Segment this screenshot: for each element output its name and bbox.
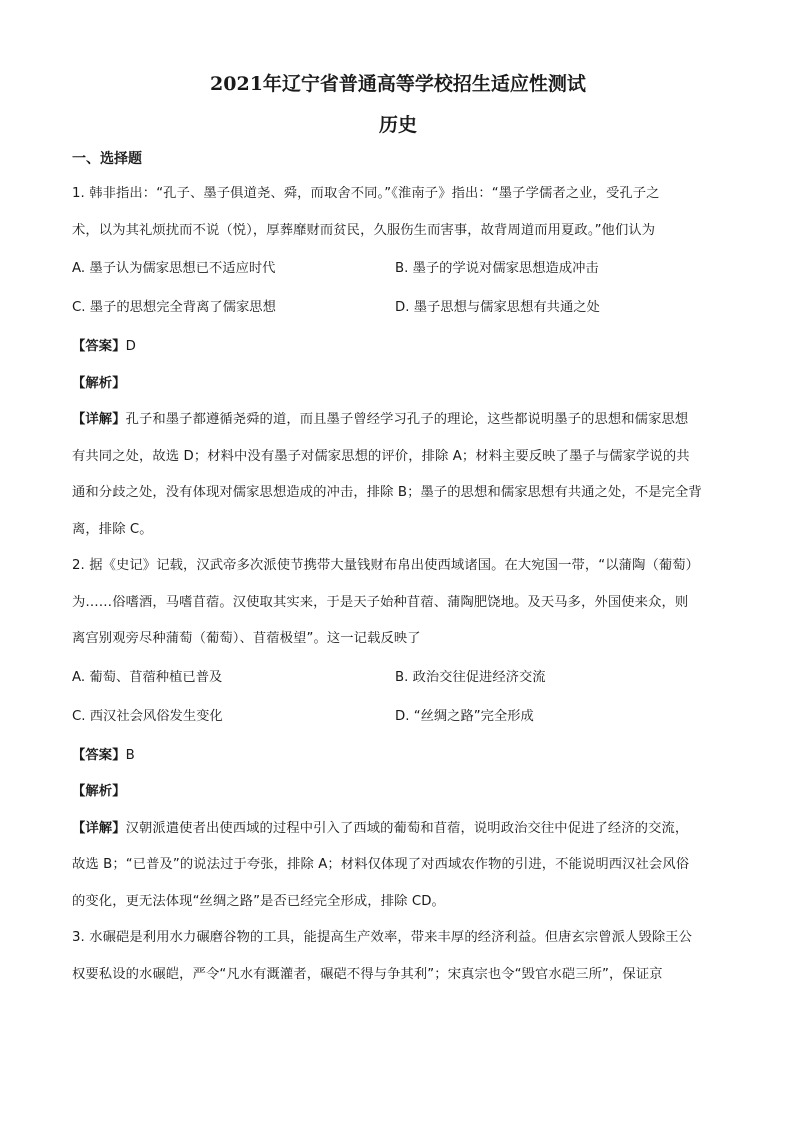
question-1-stem-line-1: 1. 韩非指出：“孔子、墨子俱道尧、舜，而取舍不同。”《淮南子》指出：“墨子学儒者之业，受孔子之	[72, 186, 660, 201]
option-d: D. 墨子思想与儒家思想有共通之处	[395, 300, 600, 315]
answer-value: D	[125, 339, 136, 354]
question-2-options	[72, 658, 724, 736]
question-1-detail-line-3: 通和分歧之处，没有体现对儒家思想造成的冲击，排除 B；墨子的思想和儒家思想有共通之处，不是完全背	[72, 485, 702, 500]
question-1-detail-line-2: 有共同之处，故选 D；材料中没有墨子对儒家思想的评价，排除 A；材料主要反映了墨子与儒家学说的共	[72, 448, 690, 464]
question-2-detail-line-3: 的变化，更无法体现“丝绸之路”是否已经完全形成，排除 CD。	[72, 893, 445, 909]
question-2	[72, 548, 724, 920]
answer-tag: 【答案】	[72, 747, 126, 763]
question-1-detail-line-1	[72, 402, 724, 439]
option-c: C. 西汉社会风俗发生变化	[72, 708, 223, 724]
analysis-tag: 【解析】	[72, 375, 126, 391]
question-2-detail-line-1	[72, 811, 724, 848]
option-c: C. 墨子的思想完全背离了儒家思想	[72, 300, 276, 315]
option-d: D. “丝绸之路”完全形成	[395, 708, 534, 724]
answer-value: B	[125, 747, 135, 763]
question-2-stem-line-2: 为……俗嗜酒，马嗜苜蓿。汉使取其实来，于是天子始种苜蓿、蒲陶肥饶地。及天马多，外国使来众，则	[72, 594, 689, 610]
detail-text: 孔子和墨子都遵循尧舜的道，而且墨子曾经学习孔子的理论，这些都说明墨子的思想和儒家思想	[125, 412, 689, 427]
document-page	[72, 70, 724, 993]
question-1-stem-line-2: 术，以为其礼烦扰而不说（悦），厚葬靡财而贫民，久服伤生而害事，故背周道而用夏政。”他们认为	[72, 222, 656, 238]
document-subtitle: 历史	[378, 114, 417, 136]
answer-tag: 【答案】	[72, 339, 126, 354]
option-b: B. 墨子的学说对儒家思想造成冲击	[395, 261, 599, 276]
question-1	[72, 176, 724, 548]
question-2-answer	[72, 738, 724, 775]
analysis-tag: 【解析】	[72, 784, 126, 799]
question-1-options	[72, 249, 724, 327]
document-title: 2021年辽宁省普通高等学校招生适应性测试	[210, 73, 586, 95]
detail-text: 汉朝派遣使者出使西域的过程中引入了西域的葡萄和苜蓿，说明政治交往中促进了经济的交流，	[125, 820, 689, 836]
question-2-detail-line-2: 故选 B；“已普及”的说法过于夸张，排除 A；材料仅体现了对西域农作物的引进，不能说明西汉社会风俗	[72, 857, 690, 872]
question-2-analysis	[72, 774, 724, 811]
detail-tag: 【详解】	[72, 412, 126, 427]
option-b: B. 政治交往促进经济交流	[395, 669, 546, 685]
question-3	[72, 920, 724, 993]
question-2-stem-line-1: 2. 据《史记》记载，汉武帝多次派使节携带大量钱财布帛出使西域诸国。在大宛国一带，“以蒲陶（葡萄）	[72, 558, 700, 573]
question-1-analysis	[72, 366, 724, 403]
question-1-answer	[72, 329, 724, 366]
detail-tag: 【详解】	[72, 820, 126, 836]
option-a: A. 墨子认为儒家思想已不适应时代	[72, 261, 276, 276]
question-1-detail-line-4: 离，排除 C。	[72, 521, 153, 537]
question-3-stem-line-2: 权要私设的水碾皑，严令“凡水有溉灌者，碾硙不得与争其利”；宋真宗也令“毁官水硙三所”，保证京	[72, 966, 663, 982]
section-heading: 一、选择题	[72, 151, 142, 167]
option-a: A. 葡萄、苜蓿种植已普及	[72, 669, 223, 685]
question-3-stem-line-1: 3. 水碾硙是利用水力碾磨谷物的工具，能提高生产效率，带来丰厚的经济利益。但唐玄宗曾派人毁除王公	[72, 930, 693, 945]
question-2-stem-line-3: 离宫别观旁尽种蒲萄（葡萄）、苜蓿极望”。这一记载反映了	[72, 631, 421, 646]
